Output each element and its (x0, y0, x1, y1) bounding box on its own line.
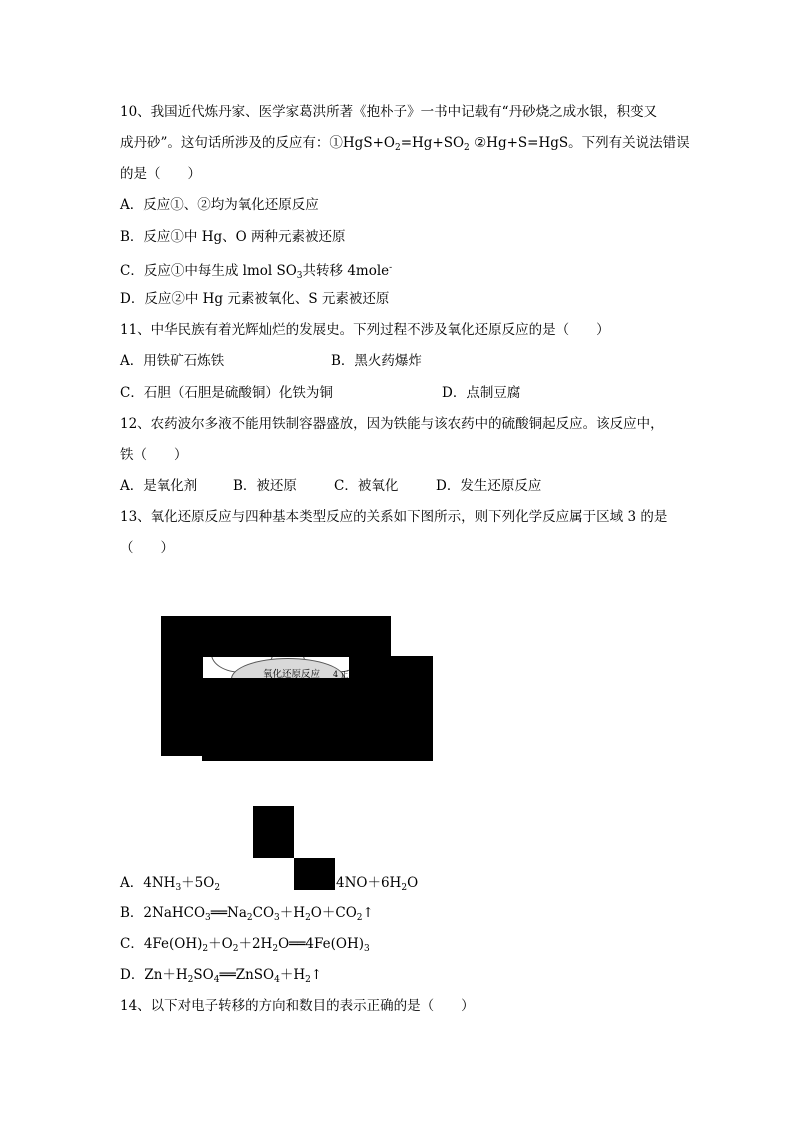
q12-stem-line2: 铁（ ） (120, 447, 188, 463)
q13-option-b: B．$2NaHCO_3══Na_2CO_3+H_2O+CO_2↑$ (120, 905, 374, 923)
q12-option-a: A．是氧化剂 (120, 478, 198, 494)
q11-option-a: A．用铁矿石炼铁 (120, 353, 225, 369)
q11-stem: 11、中华民族有着光辉灿烂的发展史。下列过程不涉及氧化还原反应的是（ ） (120, 322, 610, 338)
q13-option-a-right: $4NO+6H_2O$ (336, 875, 419, 893)
q13-stem-line1: 13、氧化还原反应与四种基本类型反应的关系如下图所示，则下列化学反应属于区域 3 的是 (120, 509, 668, 525)
redaction-block (294, 858, 335, 890)
q12-stem-line1: 12、农药波尔多液不能用铁制容器盛放，因为铁能与该农药中的硫酸铜起反应。该反应中， (120, 416, 664, 432)
q10-stem-line1: 10、我国近代炼丹家、医学家葛洪所著《抱朴子》一书中记载有“丹砂烧之成水银，积变又 (120, 104, 658, 120)
q10-option-d: D．反应②中 Hg 元素被氧化、S 元素被还原 (120, 291, 390, 307)
redaction-block (202, 720, 392, 761)
q12-option-d: D．发生还原反应 (436, 478, 542, 494)
q10-option-a: A．反应①、②均为氧化还原反应 (120, 197, 319, 213)
q13-option-a-left: A．$4NH_3+5O_2$ (120, 875, 221, 893)
diagram-label: 氧化还原反应 (263, 669, 321, 678)
q13-option-d: D．$Zn+H_2SO_4══ZnSO_4+H_2↑$ (120, 967, 323, 985)
q10-stem-line3: 的是（ ） (120, 166, 201, 182)
diagram-visible-region (203, 657, 349, 678)
q12-option-b: B．被还原 (233, 478, 297, 494)
diagram-label-region: 4 正 (333, 670, 349, 678)
q13-option-c: C．$4Fe(OH)_2+O_2+2H_2O══4Fe(OH)_3$ (120, 936, 370, 954)
q13-stem-line2: （ ） (120, 540, 174, 556)
q11-option-c: C．石胆（石胆是硫酸铜）化铁为铜 (120, 385, 333, 401)
redaction-block (253, 806, 294, 858)
q11-option-b: B．黑火药爆炸 (331, 353, 422, 369)
q11-option-d: D．点制豆腐 (442, 385, 521, 401)
redaction-block (390, 656, 433, 761)
q10-stem-line2: 成丹砂”。这句话所涉及的反应有：$①HgS+O_2=Hg+SO_2$ ②Hg+S=HgS。下列有关说法错误 (120, 135, 690, 153)
q10-option-c: C．反应①中每生成 lmol $SO_3$共转移 4mole- (120, 263, 393, 281)
q10-option-b: B．反应①中 Hg、O 两种元素被还原 (120, 229, 346, 245)
q12-option-c: C．被氧化 (334, 478, 399, 494)
q14-stem: 14、以下对电子转移的方向和数目的表示正确的是（ ） (120, 998, 475, 1014)
